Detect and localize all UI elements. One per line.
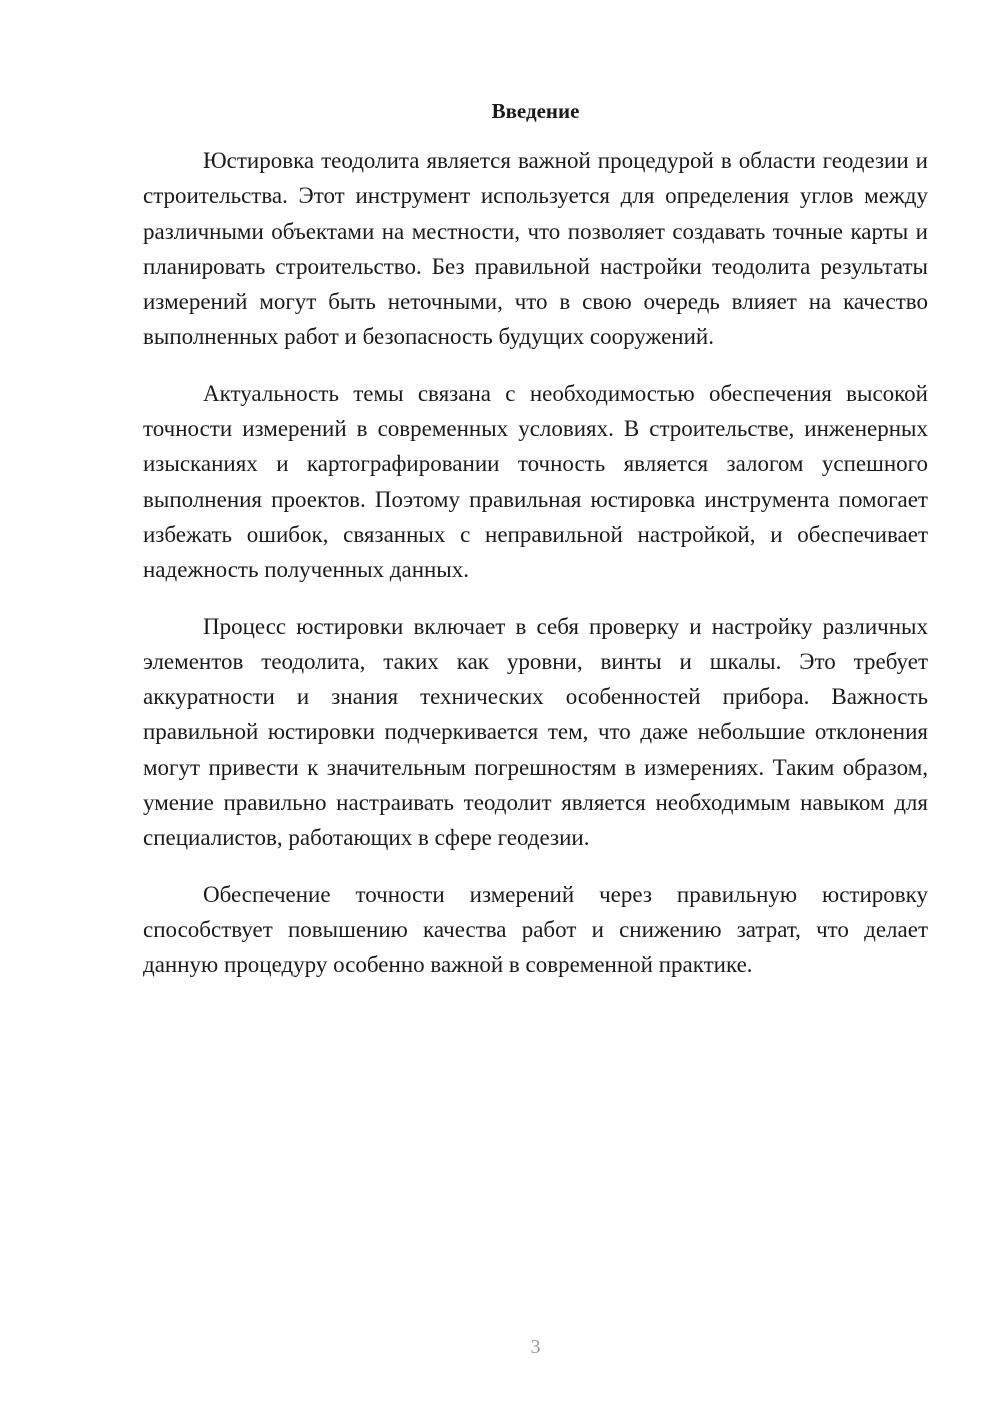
paragraph-relevance-intro: Юстировка теодолита является важной процедурой в области геодезии и строительства. Этот инструмент используется для определения углов между различными объектами на местности, что позволяет создавать точные карты и планировать строительство. Без правильной настройки теодолита результаты измерений могут быть неточными, что в свою очередь влияет на качество выполненных работ и безопасность будущих сооружений.: [143, 148, 928, 350]
paragraph-adjustment-process: Процесс юстировки включает в себя проверку и настройку различных элементов теодолита, таких как уровни, винты и шкалы. Это требует аккуратности и знания технических особенностей прибора. Важность правильной юстировки подчеркивается тем, что даже небольшие отклонения могут привести к значительным погрешностям в измерениях. Таким образом, умение правильно настраивать теодолит является необходимым навыком для специалистов, работающих в сфере геодезии.: [143, 613, 928, 851]
body-text: [143, 143, 928, 1004]
paragraph-conclusion: Обеспечение точности измерений через правильную юстировку способствует повышению качества работ и снижению затрат, что делает данную процедуру особенно важной в современной практике.: [143, 881, 928, 978]
paragraph-topic-relevance: Актуальность темы связана с необходимостью обеспечения высокой точности измерений в современных условиях. В строительстве, инженерных изысканиях и картографировании точность является залогом успешного выполнения проектов. Поэтому правильная юстировка инструмента помогает избежать ошибок, связанных с неправильной настройкой, и обеспечивает надежность полученных данных.: [143, 380, 928, 583]
page-number: 3: [530, 1336, 541, 1358]
section-title: Введение: [491, 99, 580, 123]
